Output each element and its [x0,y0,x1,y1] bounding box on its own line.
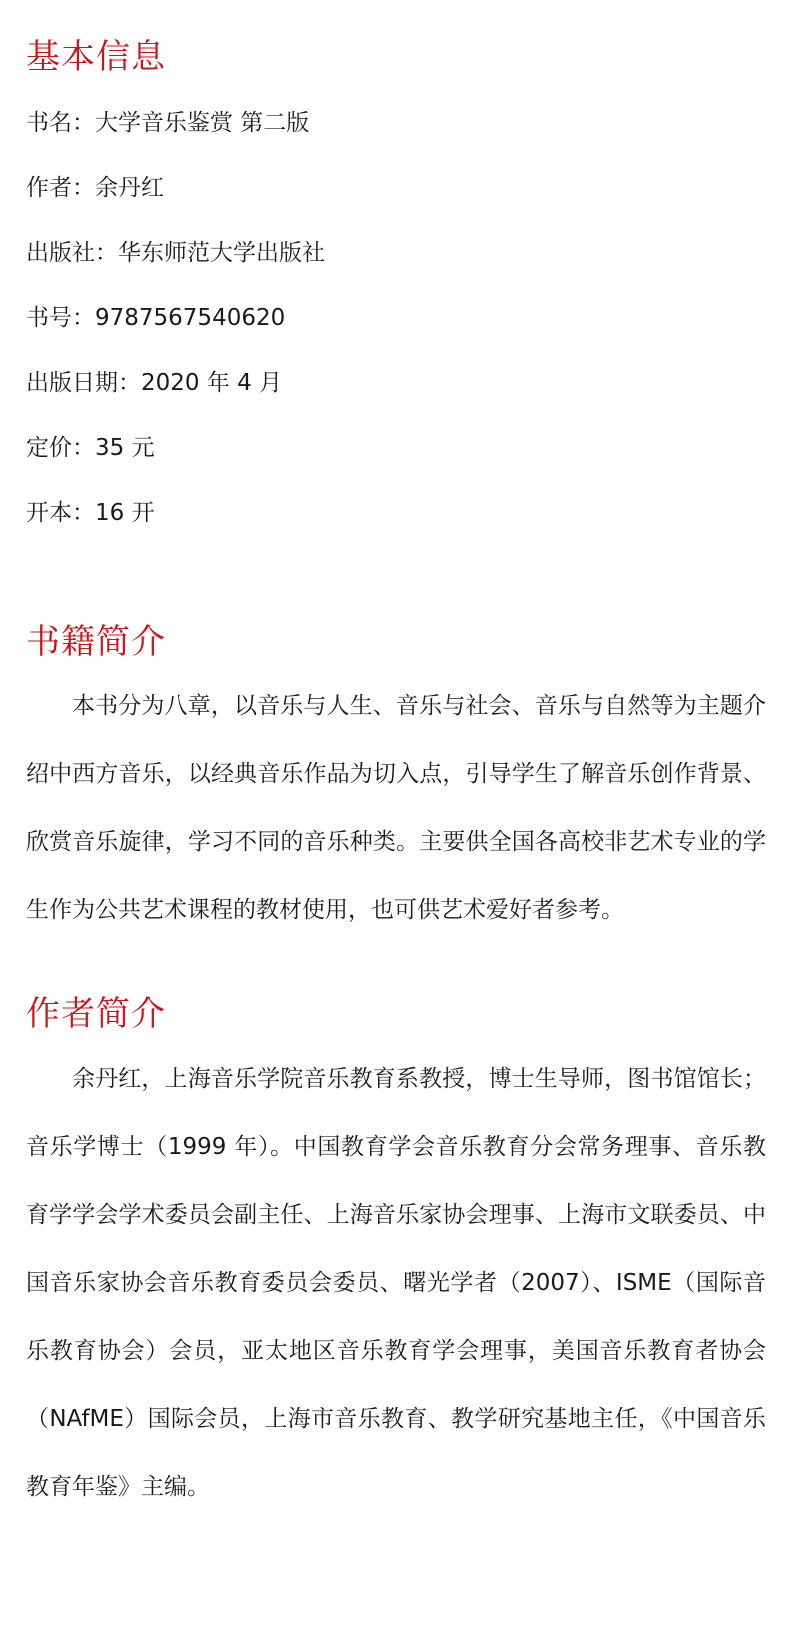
publish-date-line: 出版日期：2020 年 4 月 [26,370,283,396]
book-intro-heading: 书籍简介 [26,622,166,662]
author-intro-text: 余丹红，上海音乐学院音乐教育系教授，博士生导师，图书馆馆长；音乐学博士（1999 年）。中国教育学会音乐教育分会常务理事、音乐教育学学会学术委员会副主任、上海音乐家协会理事、上海市文联委员、中国音乐家协会音乐教育委员会委员、曙光学者（2007）、ISME（国际音乐教育协会）会员，亚太地区音乐教育学会理事，美国音乐教育者协会（NAfME）国际会员，上海市音乐教育、教学研究基地主任，《中国音乐教育年鉴》主编。 [26,1066,766,1500]
isbn-line: 书号：9787567540620 [26,305,286,331]
book-title-line: 书名：大学音乐鉴赏 第二版 [26,110,310,136]
publisher-line: 出版社：华东师范大学出版社 [26,240,325,266]
price-line: 定价：35 元 [26,435,155,461]
book-intro-text: 本书分为八章，以音乐与人生、音乐与社会、音乐与自然等为主题介绍中西方音乐，以经典音乐作品为切入点，引导学生了解音乐创作背景、欣赏音乐旋律，学习不同的音乐种类。主要供全国各高校非艺术专业的学生作为公共艺术课程的教材使用，也可供艺术爱好者参考。 [26,693,766,923]
author-line: 作者：余丹红 [26,175,164,201]
basic-info-heading: 基本信息 [26,37,166,77]
author-intro-heading: 作者简介 [26,994,166,1034]
format-line: 开本：16 开 [26,500,155,526]
